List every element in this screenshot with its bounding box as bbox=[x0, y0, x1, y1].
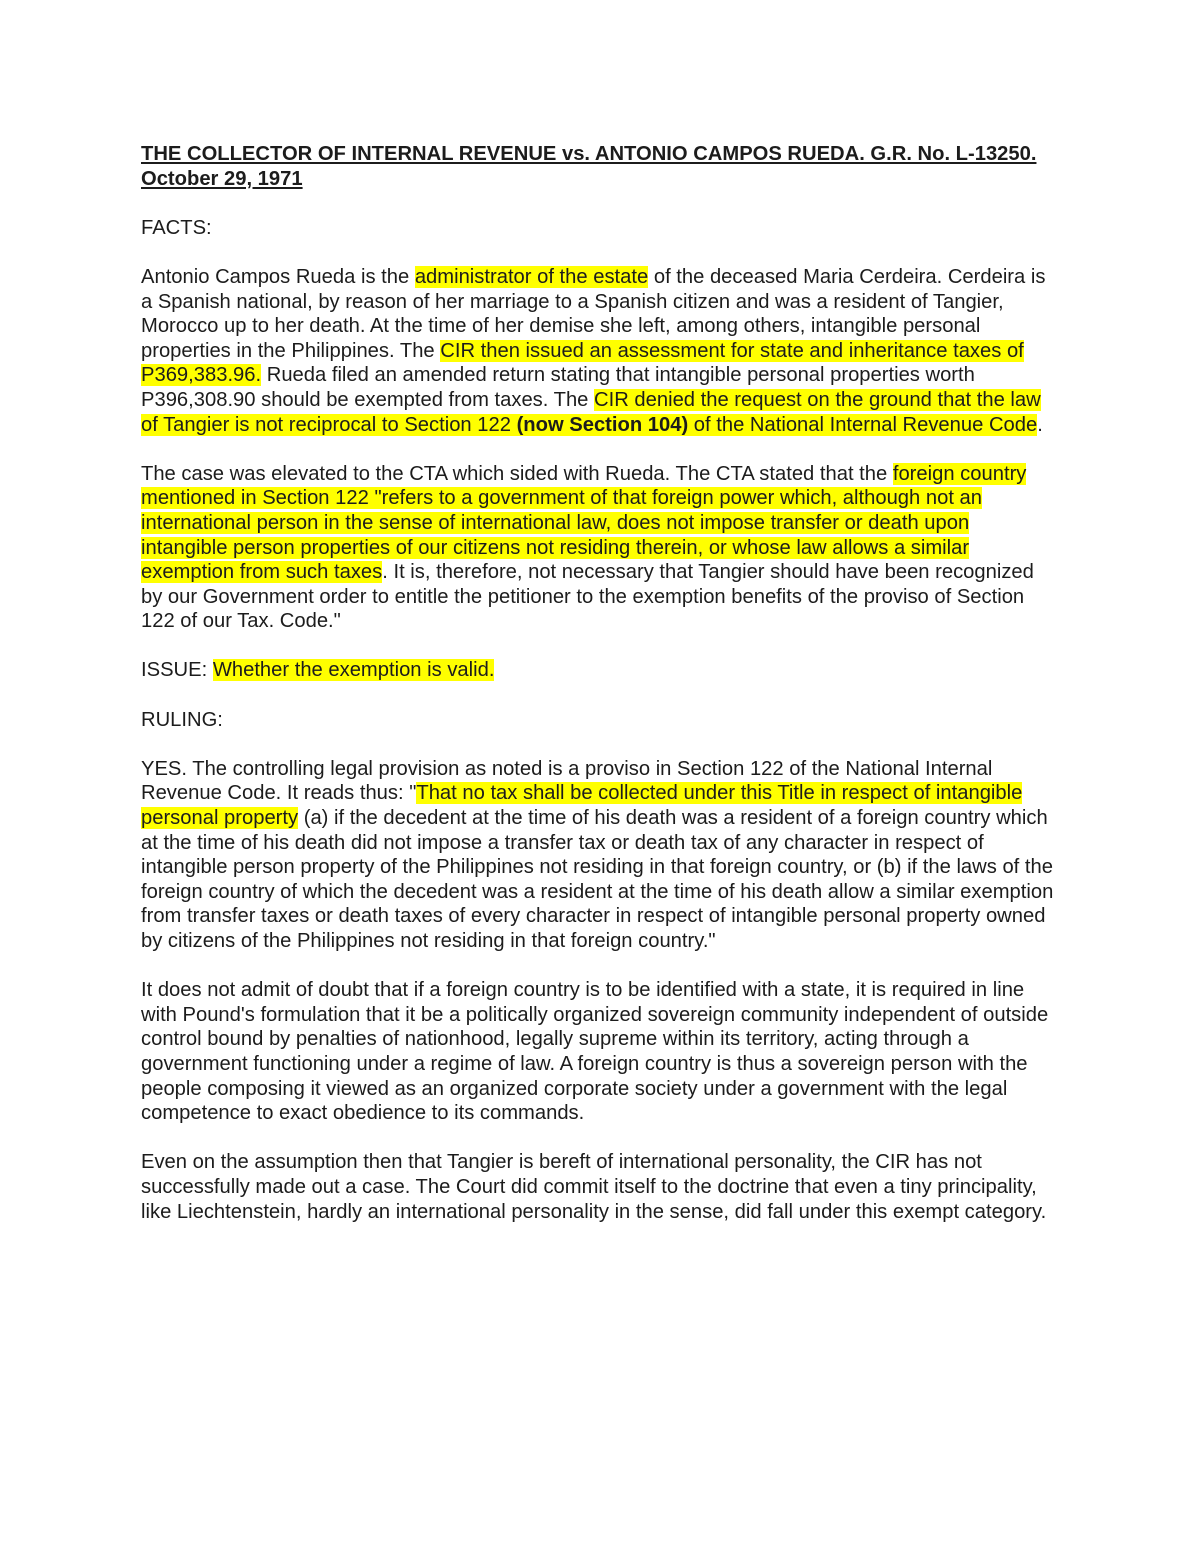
facts-text-4: . bbox=[1037, 413, 1043, 436]
cta-text-1: The case was elevated to the CTA which sided with Rueda. The CTA stated that the bbox=[141, 462, 893, 485]
ruling-text-2: (a) if the decedent at the time of his death was a resident of a foreign country which at the time of his death did not impose a transfer tax or death tax of any character in respect of intangible person property of the Philippines not residing in that foreign country, or (b) if the laws of the foreign country of which the decedent was a resident at the time of his death allow a similar exemption from transfer taxes or death taxes of every character in respect of intangible personal property owned by citizens of the Philippines not residing in that foreign country." bbox=[141, 807, 1054, 952]
facts-highlight-3-bold: (now Section 104) bbox=[516, 413, 689, 436]
ruling-heading: RULING: bbox=[141, 708, 223, 731]
facts-highlight-1: administrator of the estate bbox=[414, 265, 649, 288]
case-title: THE COLLECTOR OF INTERNAL REVENUE vs. ANTONIO CAMPOS RUEDA. G.R. No. L-13250. October 29, 1971 bbox=[141, 143, 1037, 190]
ruling-paragraph bbox=[141, 757, 1056, 954]
ruling-text-1: YES. The controlling legal provision as noted is a proviso in Section 122 of the National Internal Revenue Code. It reads thus: " bbox=[141, 757, 993, 805]
cta-text-2: . It is, therefore, not necessary that Tangier should have been recognized by our Government order to entitle the petitioner to the exemption benefits of the proviso of Section 122 of our Tax. Code." bbox=[141, 561, 1034, 633]
issue-highlight: Whether the exemption is valid. bbox=[212, 659, 495, 682]
facts-heading: FACTS: bbox=[141, 216, 212, 239]
facts-paragraph bbox=[141, 265, 1056, 437]
ruling-highlight: That no tax shall be collected under this Title in respect of intangible personal property bbox=[141, 782, 1023, 830]
cta-paragraph bbox=[141, 462, 1056, 634]
cta-highlight: foreign country mentioned in Section 122 "refers to a government of that foreign power which, although not an international person in the sense of international law, does not impose transfer or death upon intangible person properties of our citizens not residing therein, or whose law allows a similar exemption from such taxes bbox=[141, 462, 1027, 584]
pound-paragraph: It does not admit of doubt that if a foreign country is to be identified with a state, it is required in line with Pound's formulation that it be a politically organized sovereign community independent of outside control bound by penalties of nationhood, legally supreme within its territory, acting through a government functioning under a regime of law. A foreign country is thus a sovereign person with the people composing it viewed as an organized corporate society under a government with the legal competence to exact obedience to its commands. bbox=[141, 979, 1049, 1125]
facts-highlight-2: CIR then issued an assessment for state and inheritance taxes of P369,383.96. bbox=[141, 339, 1024, 387]
facts-text-1: Antonio Campos Rueda is the bbox=[141, 265, 415, 288]
issue-label: ISSUE: bbox=[141, 659, 213, 682]
facts-text-3: Rueda filed an amended return stating that intangible personal properties worth P396,308.90 should be exempted from taxes. The bbox=[141, 364, 975, 411]
issue-paragraph bbox=[141, 658, 1056, 683]
tangier-paragraph: Even on the assumption then that Tangier is bereft of international personality, the CIR has not successfully made out a case. The Court did commit itself to the doctrine that even a tiny principality, like Liechtenstein, hardly an international personality in the sense, did fall under this exempt category. bbox=[141, 1151, 1047, 1223]
document-page bbox=[141, 142, 1056, 1249]
facts-highlight-3-text: CIR denied the request on the ground that the law of Tangier is not reciprocal to Section 122 bbox=[141, 388, 1041, 436]
facts-text-2: of the deceased Maria Cerdeira. Cerdeira is a Spanish national, by reason of her marriage to a Spanish citizen and was a resident of Tangier, Morocco up to her death. At the time of her demise she left, among others, intangible personal properties in the Philippines. The bbox=[141, 265, 1046, 362]
facts-highlight-3-end: of the National Internal Revenue Code bbox=[688, 413, 1038, 436]
